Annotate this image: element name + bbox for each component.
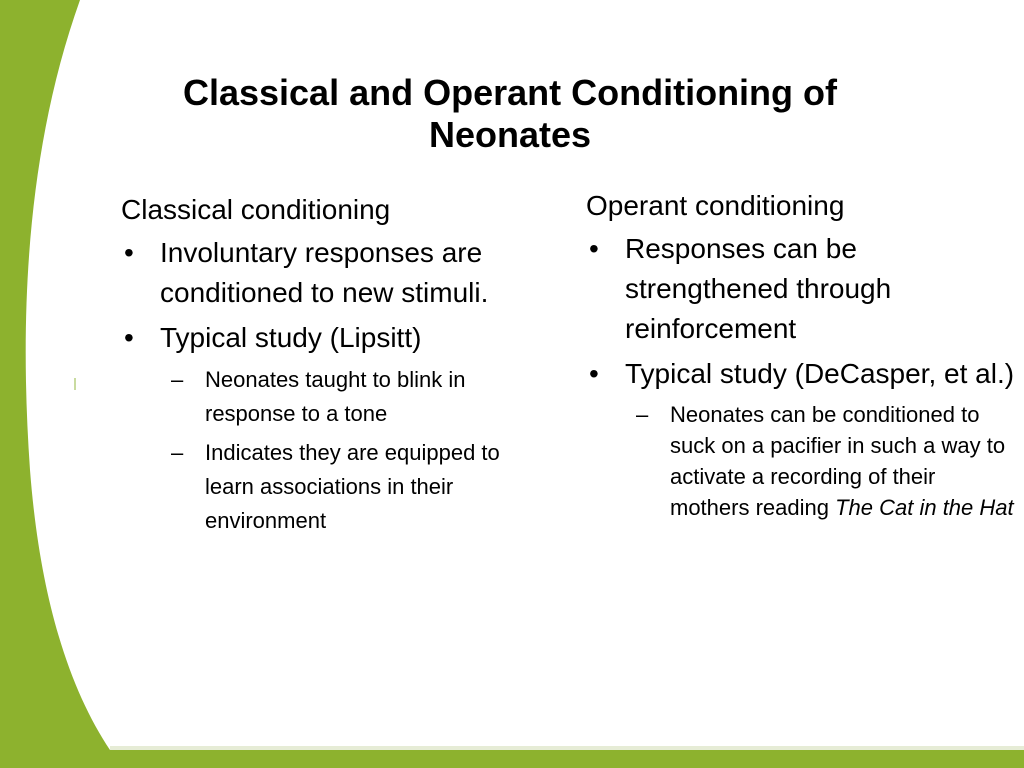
- green-bottom-band: [0, 750, 1024, 768]
- left-column: [121, 192, 546, 538]
- bullet-glyph: •: [589, 358, 599, 389]
- green-left-curve: [0, 0, 110, 768]
- bottom-shadow-line: [110, 746, 1024, 750]
- bullet-glyph: •: [124, 237, 134, 268]
- bullet-glyph: •: [589, 233, 599, 264]
- right-bullet-1-text: Responses can be strengthened through reinforcement: [625, 233, 892, 344]
- right-column: [586, 188, 1018, 523]
- right-sub-bullet-1-text: [670, 402, 1014, 520]
- left-bullet-2: [121, 318, 546, 358]
- right-bullet-1: [586, 229, 1018, 349]
- right-sub-bullet-1: [586, 399, 1018, 523]
- left-bullet-1-text: Involuntary responses are conditioned to new stimuli.: [160, 237, 489, 308]
- left-sub-bullet-1: [121, 363, 546, 431]
- left-sub-bullet-2: [121, 436, 546, 538]
- left-sub-bullet-2-text: Indicates they are equipped to learn associations in their environment: [205, 440, 500, 533]
- bullet-glyph: •: [124, 322, 134, 353]
- right-bullet-2-text: Typical study (DeCasper, et al.): [625, 358, 1015, 389]
- slide-title: Classical and Operant Conditioning of Neonates: [182, 72, 838, 155]
- dash-glyph: –: [636, 402, 649, 427]
- left-heading: Classical conditioning: [121, 194, 391, 225]
- dash-glyph: –: [171, 367, 184, 392]
- dash-glyph: –: [171, 440, 184, 465]
- book-title: The Cat in the Hat: [835, 495, 1014, 520]
- right-heading: Operant conditioning: [586, 190, 845, 221]
- right-bullet-2: [586, 354, 1018, 394]
- left-bullet-2-text: Typical study (Lipsitt): [160, 322, 422, 353]
- right-sub-bullet-1-plain: Neonates can be conditioned to suck on a pacifier in such a way to activate a recording of their mothers reading: [670, 402, 1006, 520]
- left-sub-bullet-1-text: Neonates taught to blink in response to a tone: [205, 367, 466, 426]
- left-bullet-1: [121, 233, 546, 313]
